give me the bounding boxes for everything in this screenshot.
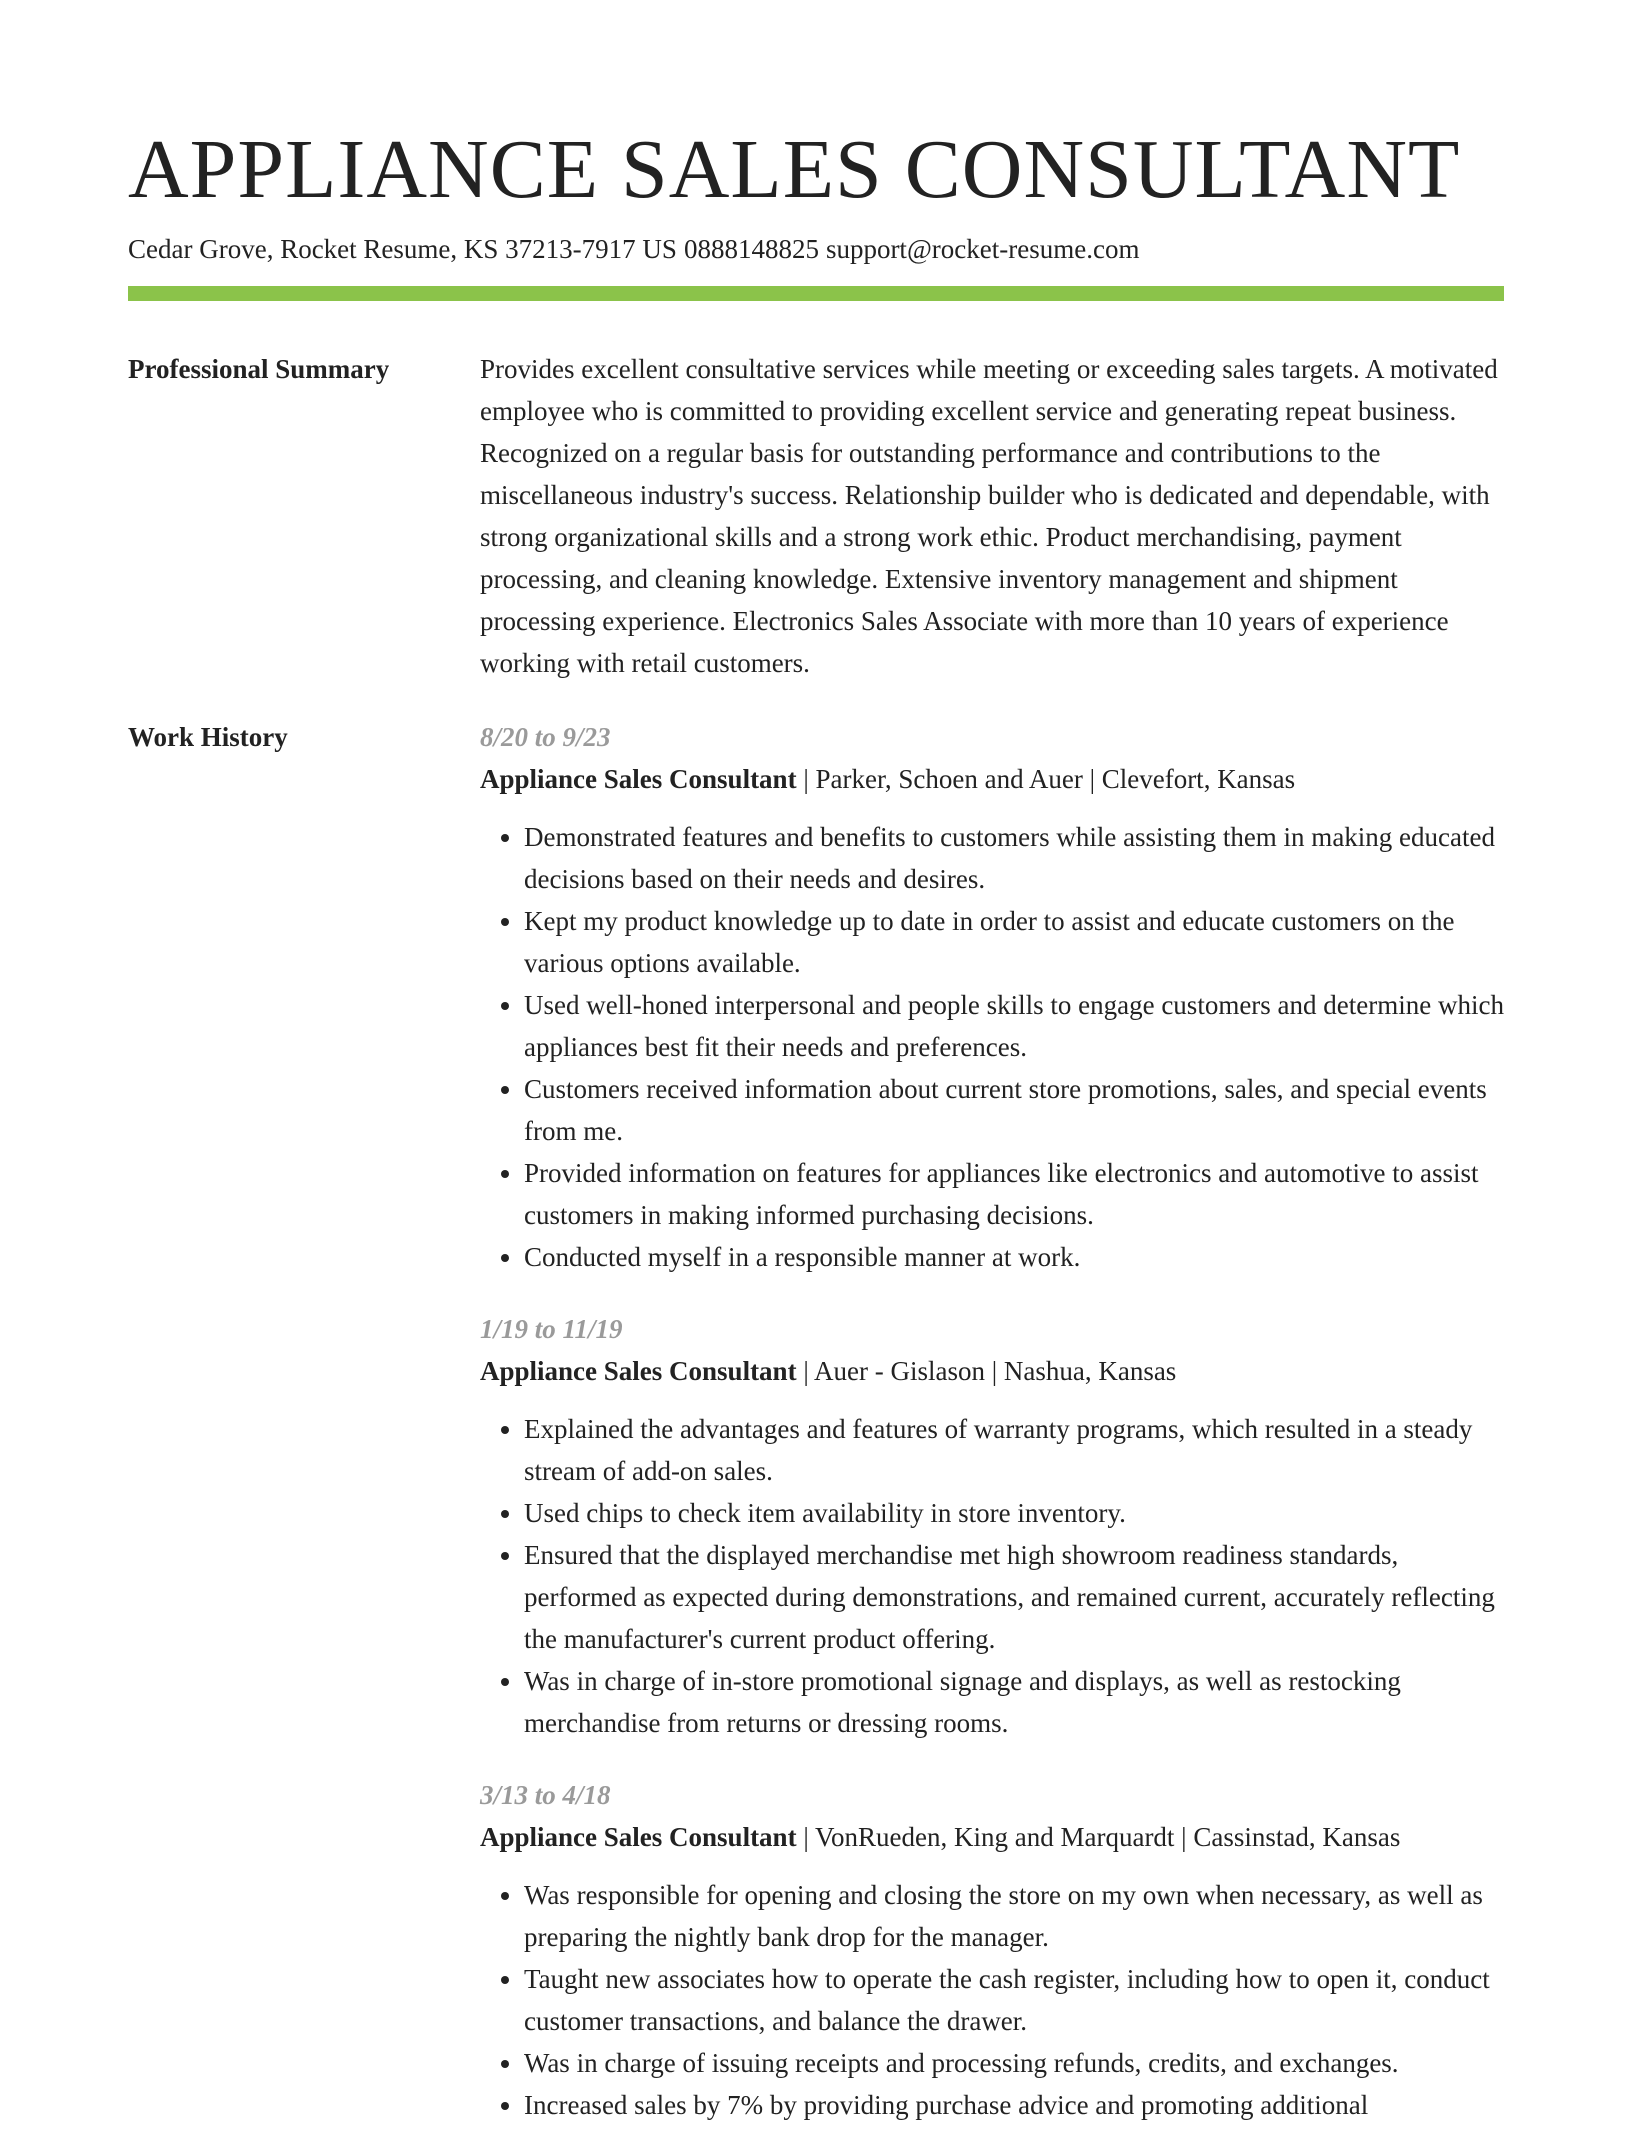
list-item: • Was responsible for opening and closing the store on my own when necessary, as well as preparing the nightly bank drop for the manager. xyxy=(524,1874,1504,1958)
list-item: • Increased sales by 7% by providing purchase advice and promoting additional xyxy=(524,2084,1504,2126)
list-item: • Explained the advantages and features of warranty programs, which resulted in a steady stream of add-on sales. xyxy=(524,1408,1504,1492)
work-entry-dates: 3/13 to 4/18 xyxy=(480,1780,611,1810)
contact-phone: 0888148825 xyxy=(683,234,819,264)
contact-email: support@rocket-resume.com xyxy=(825,234,1140,264)
summary-text: Provides excellent consultative services while meeting or exceeding sales targets. A motivated employee who is committed to providing excellent service and generating repeat business. Recognized on a regular basis for outstanding performance and contributions to the miscellaneous industry's success. Relationship builder who is dedicated and dependable, with strong organizational skills and a strong work ethic. Product merchandising, payment processing, and cleaning knowledge. Extensive inventory management and shipment processing experience. Electronics Sales Associate with more than 10 years of experience working with retail customers. xyxy=(480,354,1498,678)
work-entry-bullet-list xyxy=(480,1408,1504,1744)
work-entry-company-location: | Parker, Schoen and Auer | Clevefort, Kansas xyxy=(796,764,1296,794)
work-entry-title-line xyxy=(480,1350,1504,1392)
work-entry-bullet-list xyxy=(480,816,1504,1278)
work-entry-dates: 8/20 to 9/23 xyxy=(480,722,611,752)
list-item: • Used chips to check item availability in store inventory. xyxy=(524,1492,1504,1534)
resume-name-heading: APPLIANCE SALES CONSULTANT xyxy=(128,123,1461,216)
list-item: • Ensured that the displayed merchandise met high showroom readiness standards, performed as expected during demonstrations, and remained current, accurately reflecting the manufacturer's current product offering. xyxy=(524,1534,1504,1660)
work-history-body xyxy=(480,716,1504,2156)
list-item: • Kept my product knowledge up to date in order to assist and educate customers on the various options available. xyxy=(524,900,1504,984)
work-entry xyxy=(480,716,1504,1278)
list-item: • Taught new associates how to operate the cash register, including how to open it, conduct customer transactions, and balance the drawer. xyxy=(524,1958,1504,2042)
header-accent-rule xyxy=(128,286,1504,301)
list-item: • Was in charge of issuing receipts and processing refunds, credits, and exchanges. xyxy=(524,2042,1504,2084)
contact-line xyxy=(128,232,1139,266)
list-item: • Used well-honed interpersonal and people skills to engage customers and determine which appliances best fit their needs and preferences. xyxy=(524,984,1504,1068)
work-entry-job-title: Appliance Sales Consultant xyxy=(480,1356,797,1386)
work-entry-company-location: | VonRueden, King and Marquardt | Cassinstad, Kansas xyxy=(796,1822,1401,1852)
work-entry xyxy=(480,1308,1504,1744)
list-item: • Demonstrated features and benefits to customers while assisting them in making educated decisions based on their needs and desires. xyxy=(524,816,1504,900)
work-entry-job-title: Appliance Sales Consultant xyxy=(480,1822,797,1852)
list-item: • Customers received information about current store promotions, sales, and special events from me. xyxy=(524,1068,1504,1152)
work-entry-title-line xyxy=(480,1816,1504,1858)
work-entry-title-line xyxy=(480,758,1504,800)
work-entry-dates: 1/19 to 11/19 xyxy=(480,1314,623,1344)
work-entry-job-title: Appliance Sales Consultant xyxy=(480,764,797,794)
summary-body xyxy=(480,348,1504,684)
contact-address: Cedar Grove, Rocket Resume, KS 37213-7917 US xyxy=(128,234,677,264)
list-item: • Provided information on features for appliances like electronics and automotive to assist customers in making informed purchasing decisions. xyxy=(524,1152,1504,1236)
work-entry-company-location: | Auer - Gislason | Nashua, Kansas xyxy=(796,1356,1177,1386)
work-entry-bullet-list xyxy=(480,1874,1504,2126)
list-item: • Was in charge of in-store promotional signage and displays, as well as restocking merchandise from returns or dressing rooms. xyxy=(524,1660,1504,1744)
section-title-professional-summary: Professional Summary xyxy=(128,354,390,384)
section-title-work-history: Work History xyxy=(128,722,288,752)
list-item: • Conducted myself in a responsible manner at work. xyxy=(524,1236,1504,1278)
work-entry xyxy=(480,1774,1504,2126)
